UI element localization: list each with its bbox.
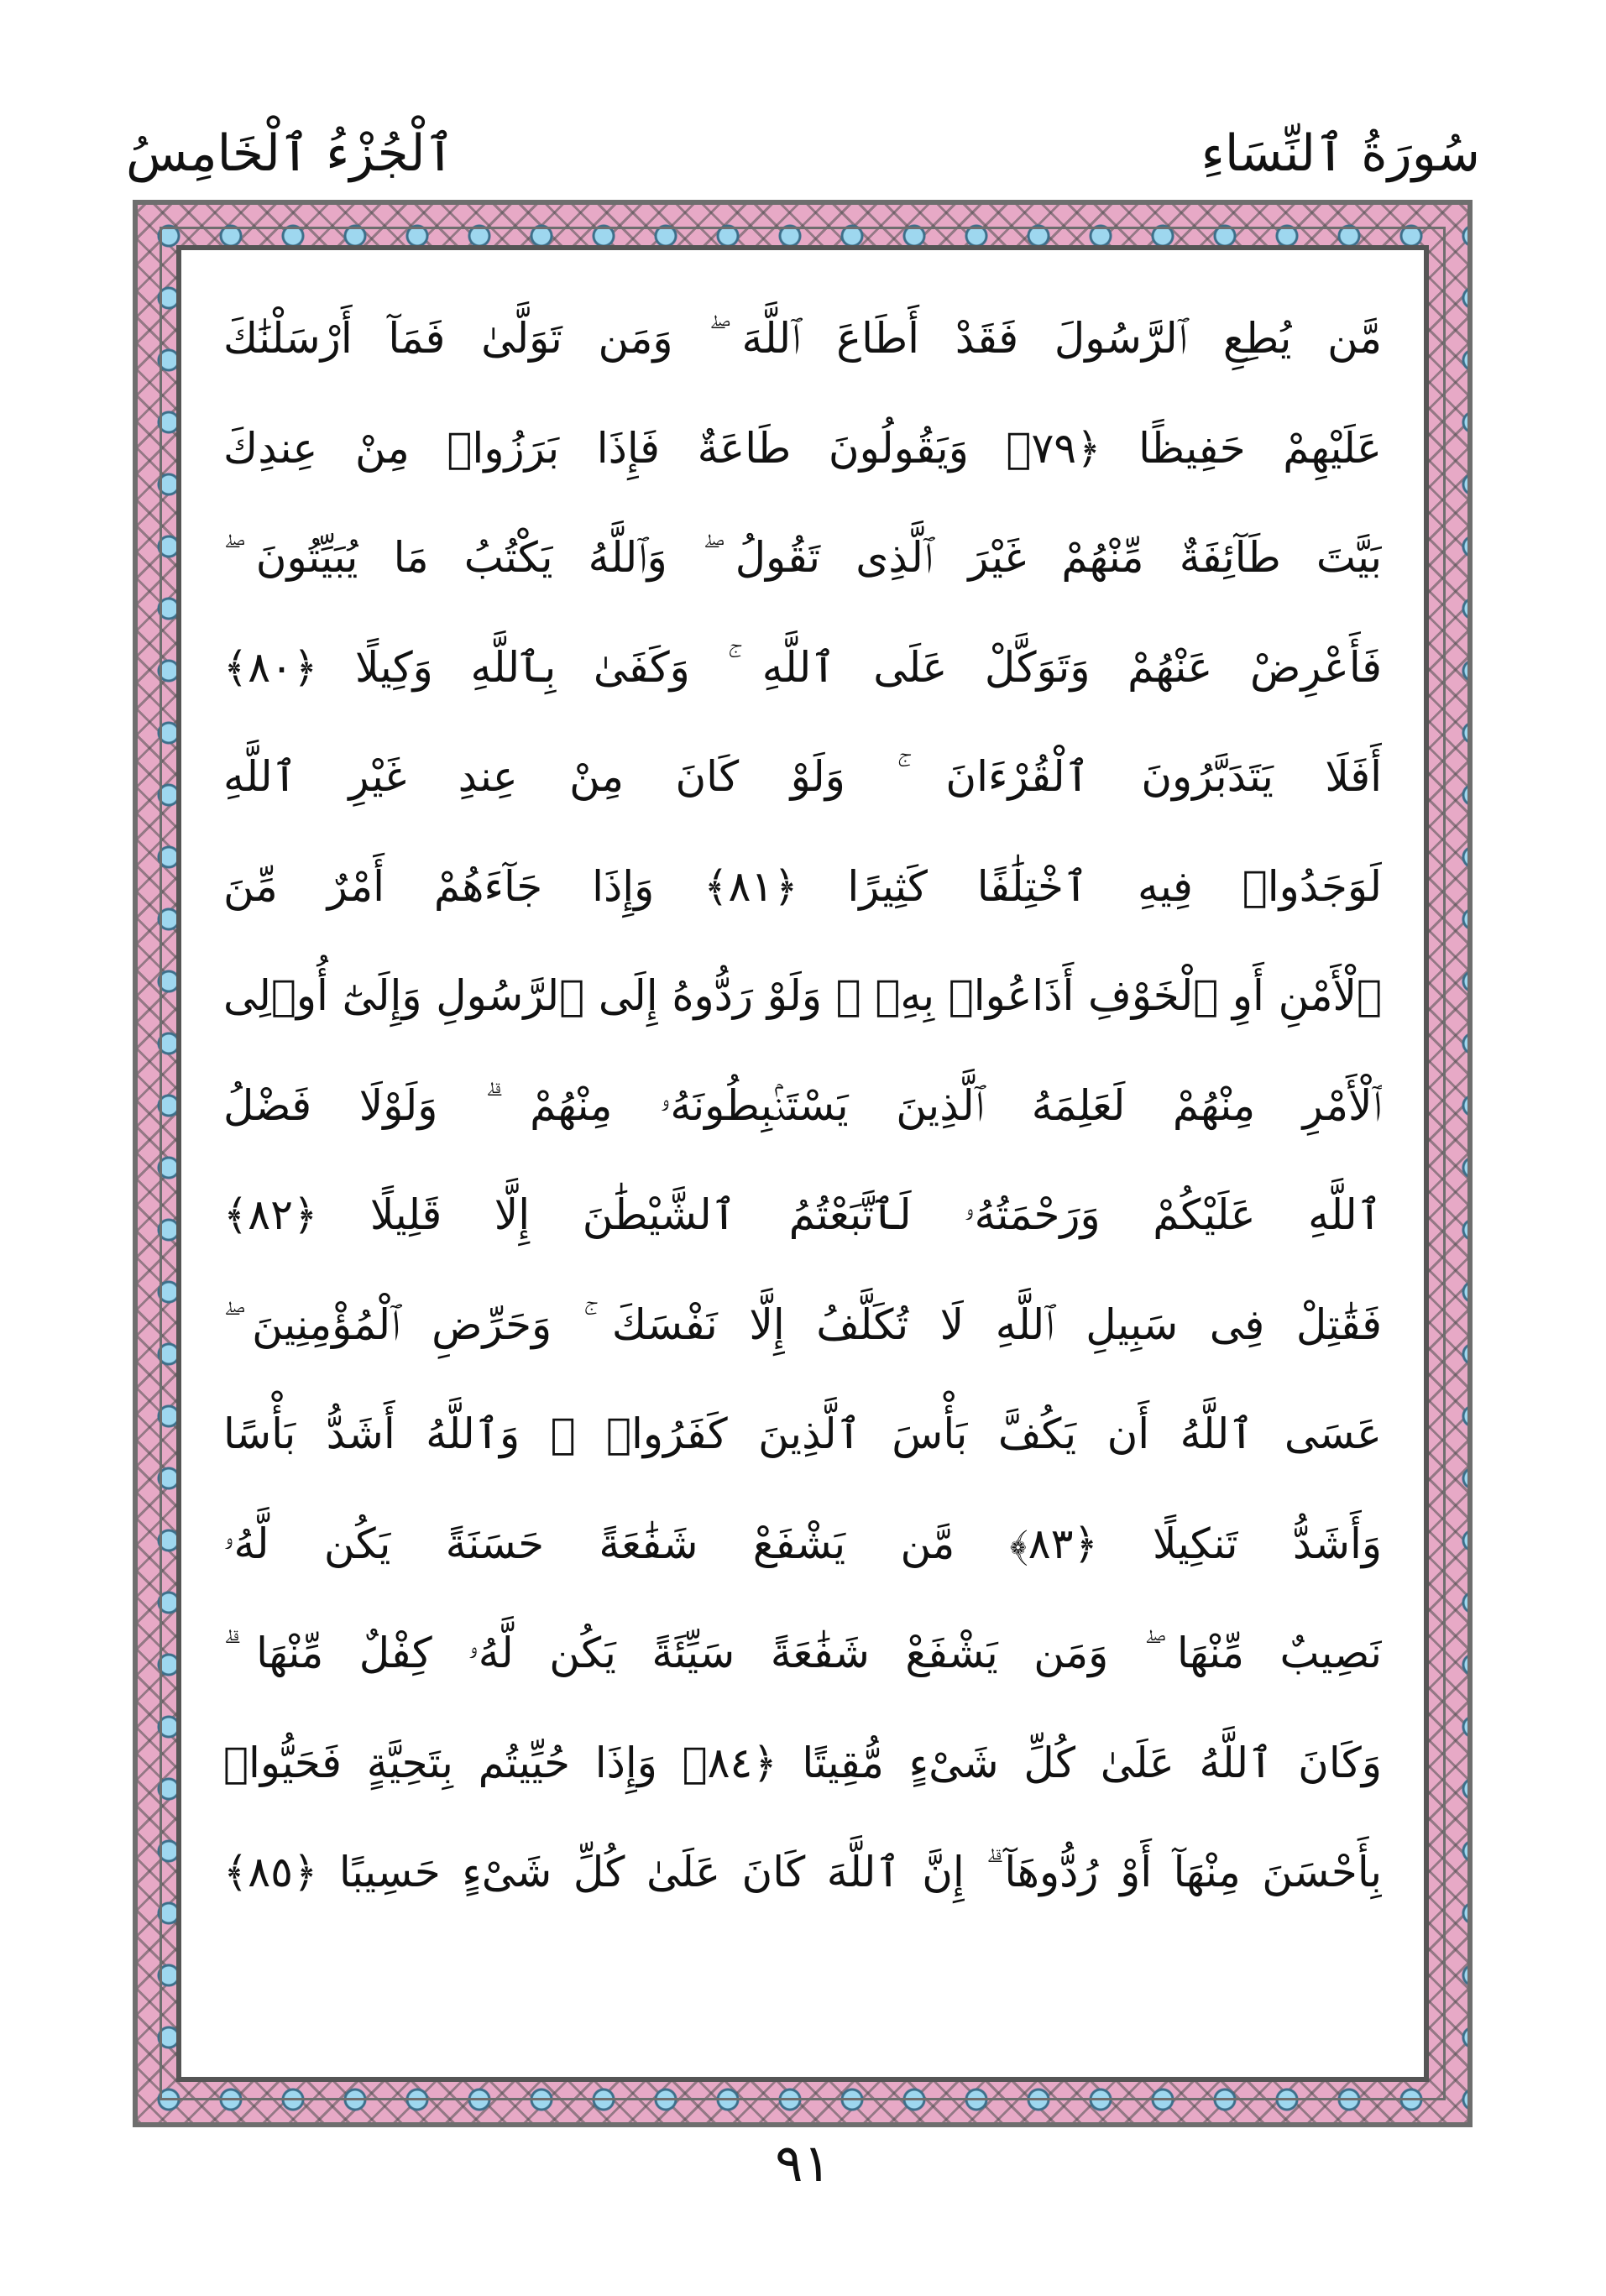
- verse-line: عَسَى ٱللَّهُ أَن يَكُفَّ بَأْسَ ٱلَّذِينَ كَفَرُوا۟ ۚ وَٱللَّهُ أَشَدُّ بَأْسًا: [223, 1410, 1382, 1458]
- verse-line: فَأَعْرِضْ عَنْهُمْ وَتَوَكَّلْ عَلَى ٱللَّهِ ۚ وَكَفَىٰ بِٱللَّهِ وَكِيلًا ﴿٨٠﴾: [223, 642, 1382, 692]
- verse-line: وَكَانَ ٱللَّهُ عَلَىٰ كُلِّ شَىْءٍ مُّقِيتًا ﴿٨٤﴾ وَإِذَا حُيِّيتُم بِتَحِيَّةٍ فَحَيُّوا۟: [223, 1738, 1382, 1787]
- verse-line: عَلَيْهِمْ حَفِيظًا ﴿٧٩﴾ وَيَقُولُونَ طَاعَةٌ فَإِذَا بَرَزُوا۟ مِنْ عِندِكَ: [223, 423, 1382, 473]
- verse-line: فَقَٰتِلْ فِى سَبِيلِ ٱللَّهِ لَا تُكَلَّفُ إِلَّا نَفْسَكَ ۚ وَحَرِّضِ ٱلْمُؤْمِنِينَ ۖ: [223, 1300, 1382, 1349]
- verse-line: مَّن يُطِعِ ٱلرَّسُولَ فَقَدْ أَطَاعَ ٱللَّهَ ۖ وَمَن تَوَلَّىٰ فَمَآ أَرْسَلْنَٰكَ: [223, 314, 1382, 363]
- verse-line: ٱللَّهِ عَلَيْكُمْ وَرَحْمَتُهُۥ لَٱتَّبَعْتُمُ ٱلشَّيْطَٰنَ إِلَّا قَلِيلًا ﴿٨٢﴾: [223, 1190, 1382, 1239]
- verse-line: بَيَّتَ طَآئِفَةٌ مِّنْهُمْ غَيْرَ ٱلَّذِى تَقُولُ ۖ وَٱللَّهُ يَكْتُبُ مَا يُبَيِّتُونَ ۖ: [223, 533, 1382, 582]
- verse-panel: [176, 245, 1429, 2082]
- page-number: ٩١: [775, 2132, 831, 2194]
- verse-line: ٱلْأَمْنِ أَوِ ٱلْخَوْفِ أَذَاعُوا۟ بِهِۦ ۖ وَلَوْ رَدُّوهُ إِلَى ٱلرَّسُولِ وَإِلَىٰٓ أُو۟لِى: [223, 971, 1382, 1020]
- page-header: [126, 101, 1480, 193]
- verse-line: وَأَشَدُّ تَنكِيلًا ﴿٨٣﴾ مَّن يَشْفَعْ شَفَٰعَةً حَسَنَةً يَكُن لَّهُۥ: [223, 1519, 1382, 1568]
- surah-name: سُورَةُ ٱلنِّسَاءِ: [1201, 124, 1480, 183]
- verse-line: أَفَلَا يَتَدَبَّرُونَ ٱلْقُرْءَانَ ۚ وَلَوْ كَانَ مِنْ عِندِ غَيْرِ ٱللَّهِ: [223, 752, 1382, 801]
- verse-line: ٱلْأَمْرِ مِنْهُمْ لَعَلِمَهُ ٱلَّذِينَ يَسْتَنۢبِطُونَهُۥ مِنْهُمْ ۗ وَلَوْلَا فَضْلُ: [223, 1080, 1382, 1130]
- verse-line: لَوَجَدُوا۟ فِيهِ ٱخْتِلَٰفًا كَثِيرًا ﴿٨١﴾ وَإِذَا جَآءَهُمْ أَمْرٌ مِّنَ: [223, 861, 1382, 911]
- verse-line: نَصِيبٌ مِّنْهَا ۖ وَمَن يَشْفَعْ شَفَٰعَةً سَيِّئَةً يَكُن لَّهُۥ كِفْلٌ مِّنْهَا ۗ: [223, 1629, 1382, 1677]
- juz-name: ٱلْجُزْءُ ٱلْخَامِسُ: [126, 124, 455, 183]
- verse-line: بِأَحْسَنَ مِنْهَآ أَوْ رُدُّوهَآ ۗ إِنَّ ٱللَّهَ كَانَ عَلَىٰ كُلِّ شَىْءٍ حَسِيبًا ﴿٨٥﴾: [223, 1848, 1382, 1896]
- ornamental-border: [133, 200, 1473, 2127]
- verse-lines: [223, 284, 1382, 1927]
